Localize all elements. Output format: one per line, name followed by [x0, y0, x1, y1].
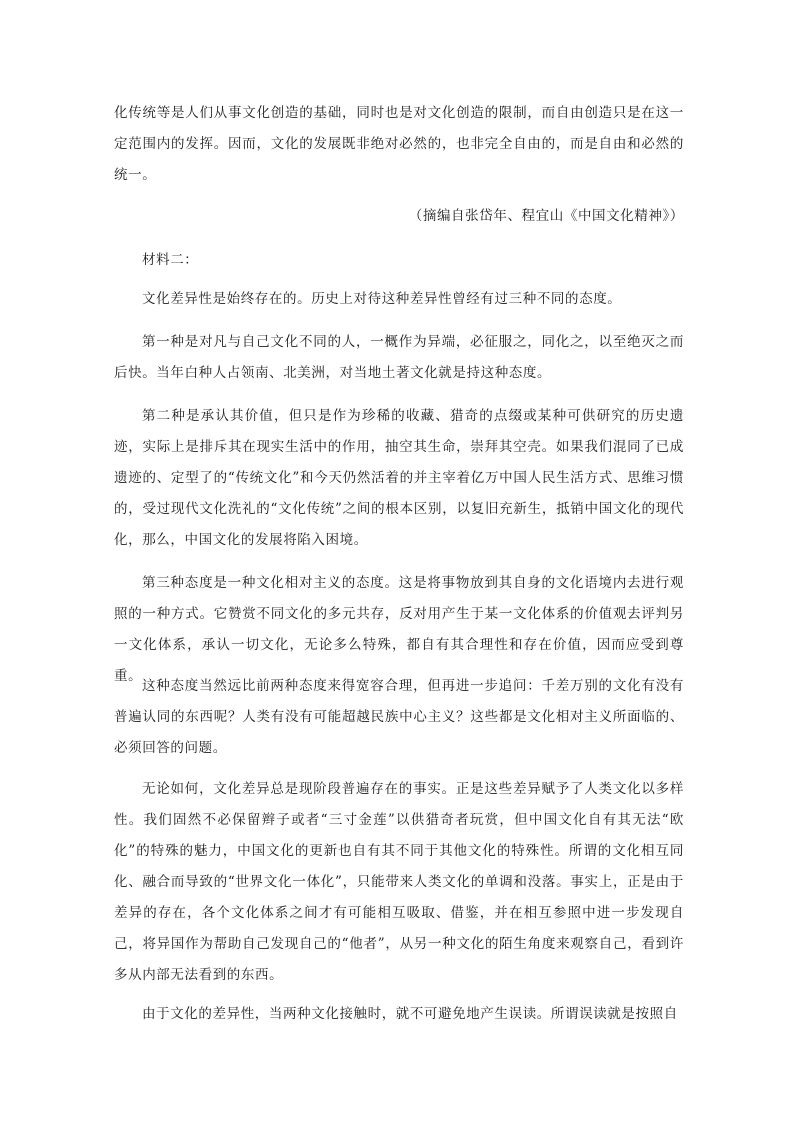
paragraph-misreading: 由于文化的差异性，当两种文化接触时，就不可避免地产生误读。所谓误读就是按照自	[142, 1006, 678, 1022]
paragraph-cultural-difference: 无论如何，文化差异总是现阶段普遍存在的事实。正是这些差异赋予了人类文化以多样性。我们固然不必保留辫子或者“三寸金莲”以供猎奇者玩赏，但中国文化自有其无法“欧化”的特殊的魅力，中国文化的更新也自有其不同于其他文化的特殊性。所谓的文化相互同化、融合而导致的“世界文化一体化”，只能带来人类文化的单调和没落。事实上，正是由于差异的存在，各个文化体系之间才有可能相互吸取、借鉴，并在相互参照中进一步发现自己，将异国作为帮助自己发现自己的“他者”，从另一种文化的陌生角度来观察自己，看到许多从内部无法看到的东西。	[114, 781, 684, 983]
paragraph-intro: 文化差异性是始终存在的。历史上对待这种差异性曾经有过三种不同的态度。	[142, 291, 622, 307]
paragraph-third-attitude: 第三种态度是一种文化相对主义的态度。这是将事物放到其自身的文化语境内去进行观照的一种方式。它赞赏不同文化的多元共存，反对用产生于某一文化体系的价值观去评判另一文化体系，承认一切文化，无论多么特殊，都自有其合理性和存在价值，因而应受到尊重。	[114, 575, 684, 684]
paragraph-further-question: 这种态度当然远比前两种态度来得宽容合理，但再进一步追问：千差万别的文化有没有普遍认同的东西呢？人类有没有可能超越民族中心主义？这些都是文化相对主义所面临的、必须回答的问题。	[114, 678, 684, 756]
section-heading-material-two: 材料二：	[142, 252, 199, 268]
paragraph-continuation: 化传统等是人们从事文化创造的基础，同时也是对文化创造的限制，而自由创造只是在这一定范围内的发挥。因而，文化的发展既非绝对必然的，也非完全自由的，而是自由和必然的统一。	[114, 105, 684, 183]
paragraph-second-attitude: 第二种是承认其价值，但只是作为珍稀的收藏、猎奇的点缀或某种可供研究的历史遗迹，实际上是排斥其在现实生活中的作用，抽空其生命，崇拜其空壳。如果我们混同了已成遗迹的、定型了的“传统文化”和今天仍然活着的并主宰着亿万中国人民生活方式、思维习惯的，受过现代文化洗礼的“文化传统”之间的根本区别，以复旧充新生，抵销中国文化的现代化，那么，中国文化的发展将陷入困境。	[114, 408, 684, 548]
paragraph-first-attitude: 第一种是对凡与自己文化不同的人，一概作为异端，必征服之，同化之，以至绝灭之而后快。当年白种人占领南、北美洲，对当地土著文化就是持这种态度。	[114, 334, 684, 381]
source-citation: （摘编自张岱年、程宜山《中国文化精神》）	[408, 208, 684, 224]
